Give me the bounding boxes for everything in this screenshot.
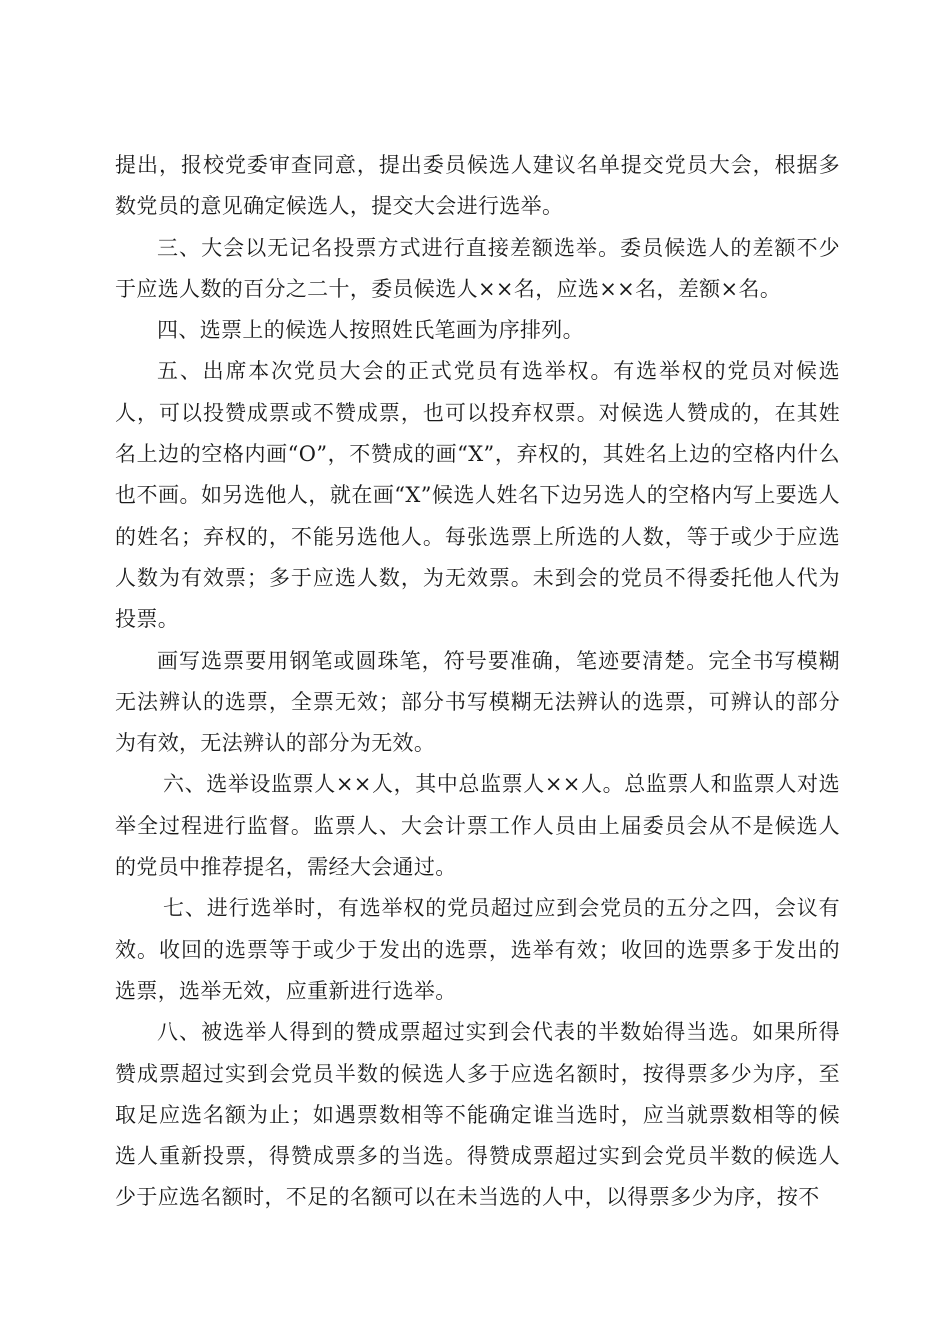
paragraph-item-5: 五、出席本次党员大会的正式党员有选举权。有选举权的党员对候选人，可以投赞成票或不赞成票，也可以投弃权票。对候选人赞成的，在其姓名上边的空格内画“O”，不赞成的画“X”，弃权的，其姓名上边的空格内什么也不画。如另选他人，就在画“X”候选人姓名下边另选人的空格内写上要选人的姓名；弃权的，不能另选他人。每张选票上所选的人数，等于或少于应选人数为有效票；多于应选人数，为无效票。未到会的党员不得委托他人代为投票。 — [115, 359, 840, 632]
paragraph-item-8: 八、被选举人得到的赞成票超过实到会代表的半数始得当选。如果所得赞成票超过实到会党员半数的候选人多于应选名额时，按得票多少为序，至取足应选名额为止；如遇票数相等不能确定谁当选时，应当就票数相等的候选人重新投票，得赞成票多的当选。得赞成票超过实到会党员半数的候选人少于应选名额时，不足的名额可以在未当选的人中，以得票多少为序，按不 — [115, 1020, 840, 1210]
paragraph-item-7: 七、进行选举时，有选举权的党员超过应到会党员的五分之四，会议有效。收回的选票等于或少于发出的选票，选举有效；收回的选票多于发出的选票，选举无效，应重新进行选举。 — [115, 896, 840, 1003]
document-body — [115, 145, 840, 1219]
paragraph-continuation: 提出，报校党委审查同意，提出委员候选人建议名单提交党员大会，根据多数党员的意见确定候选人，提交大会进行选举。 — [115, 153, 840, 219]
paragraph-item-4: 四、选票上的候选人按照姓氏笔画为序排列。 — [157, 318, 584, 343]
paragraph-item-3: 三、大会以无记名投票方式进行直接差额选举。委员候选人的差额不少于应选人数的百分之二十，委员候选人××名，应选××名，差额×名。 — [115, 235, 840, 301]
paragraph-ballot-writing: 画写选票要用钢笔或圆珠笔，符号要准确，笔迹要清楚。完全书写模糊无法辨认的选票，全票无效；部分书写模糊无法辨认的选票，可辨认的部分为有效，无法辨认的部分为无效。 — [115, 648, 840, 756]
paragraph-item-6: 六、选举设监票人××人，其中总监票人××人。总监票人和监票人对选举全过程进行监督。监票人、大会计票工作人员由上届委员会从不是候选人的党员中推荐提名，需经大会通过。 — [115, 772, 840, 880]
